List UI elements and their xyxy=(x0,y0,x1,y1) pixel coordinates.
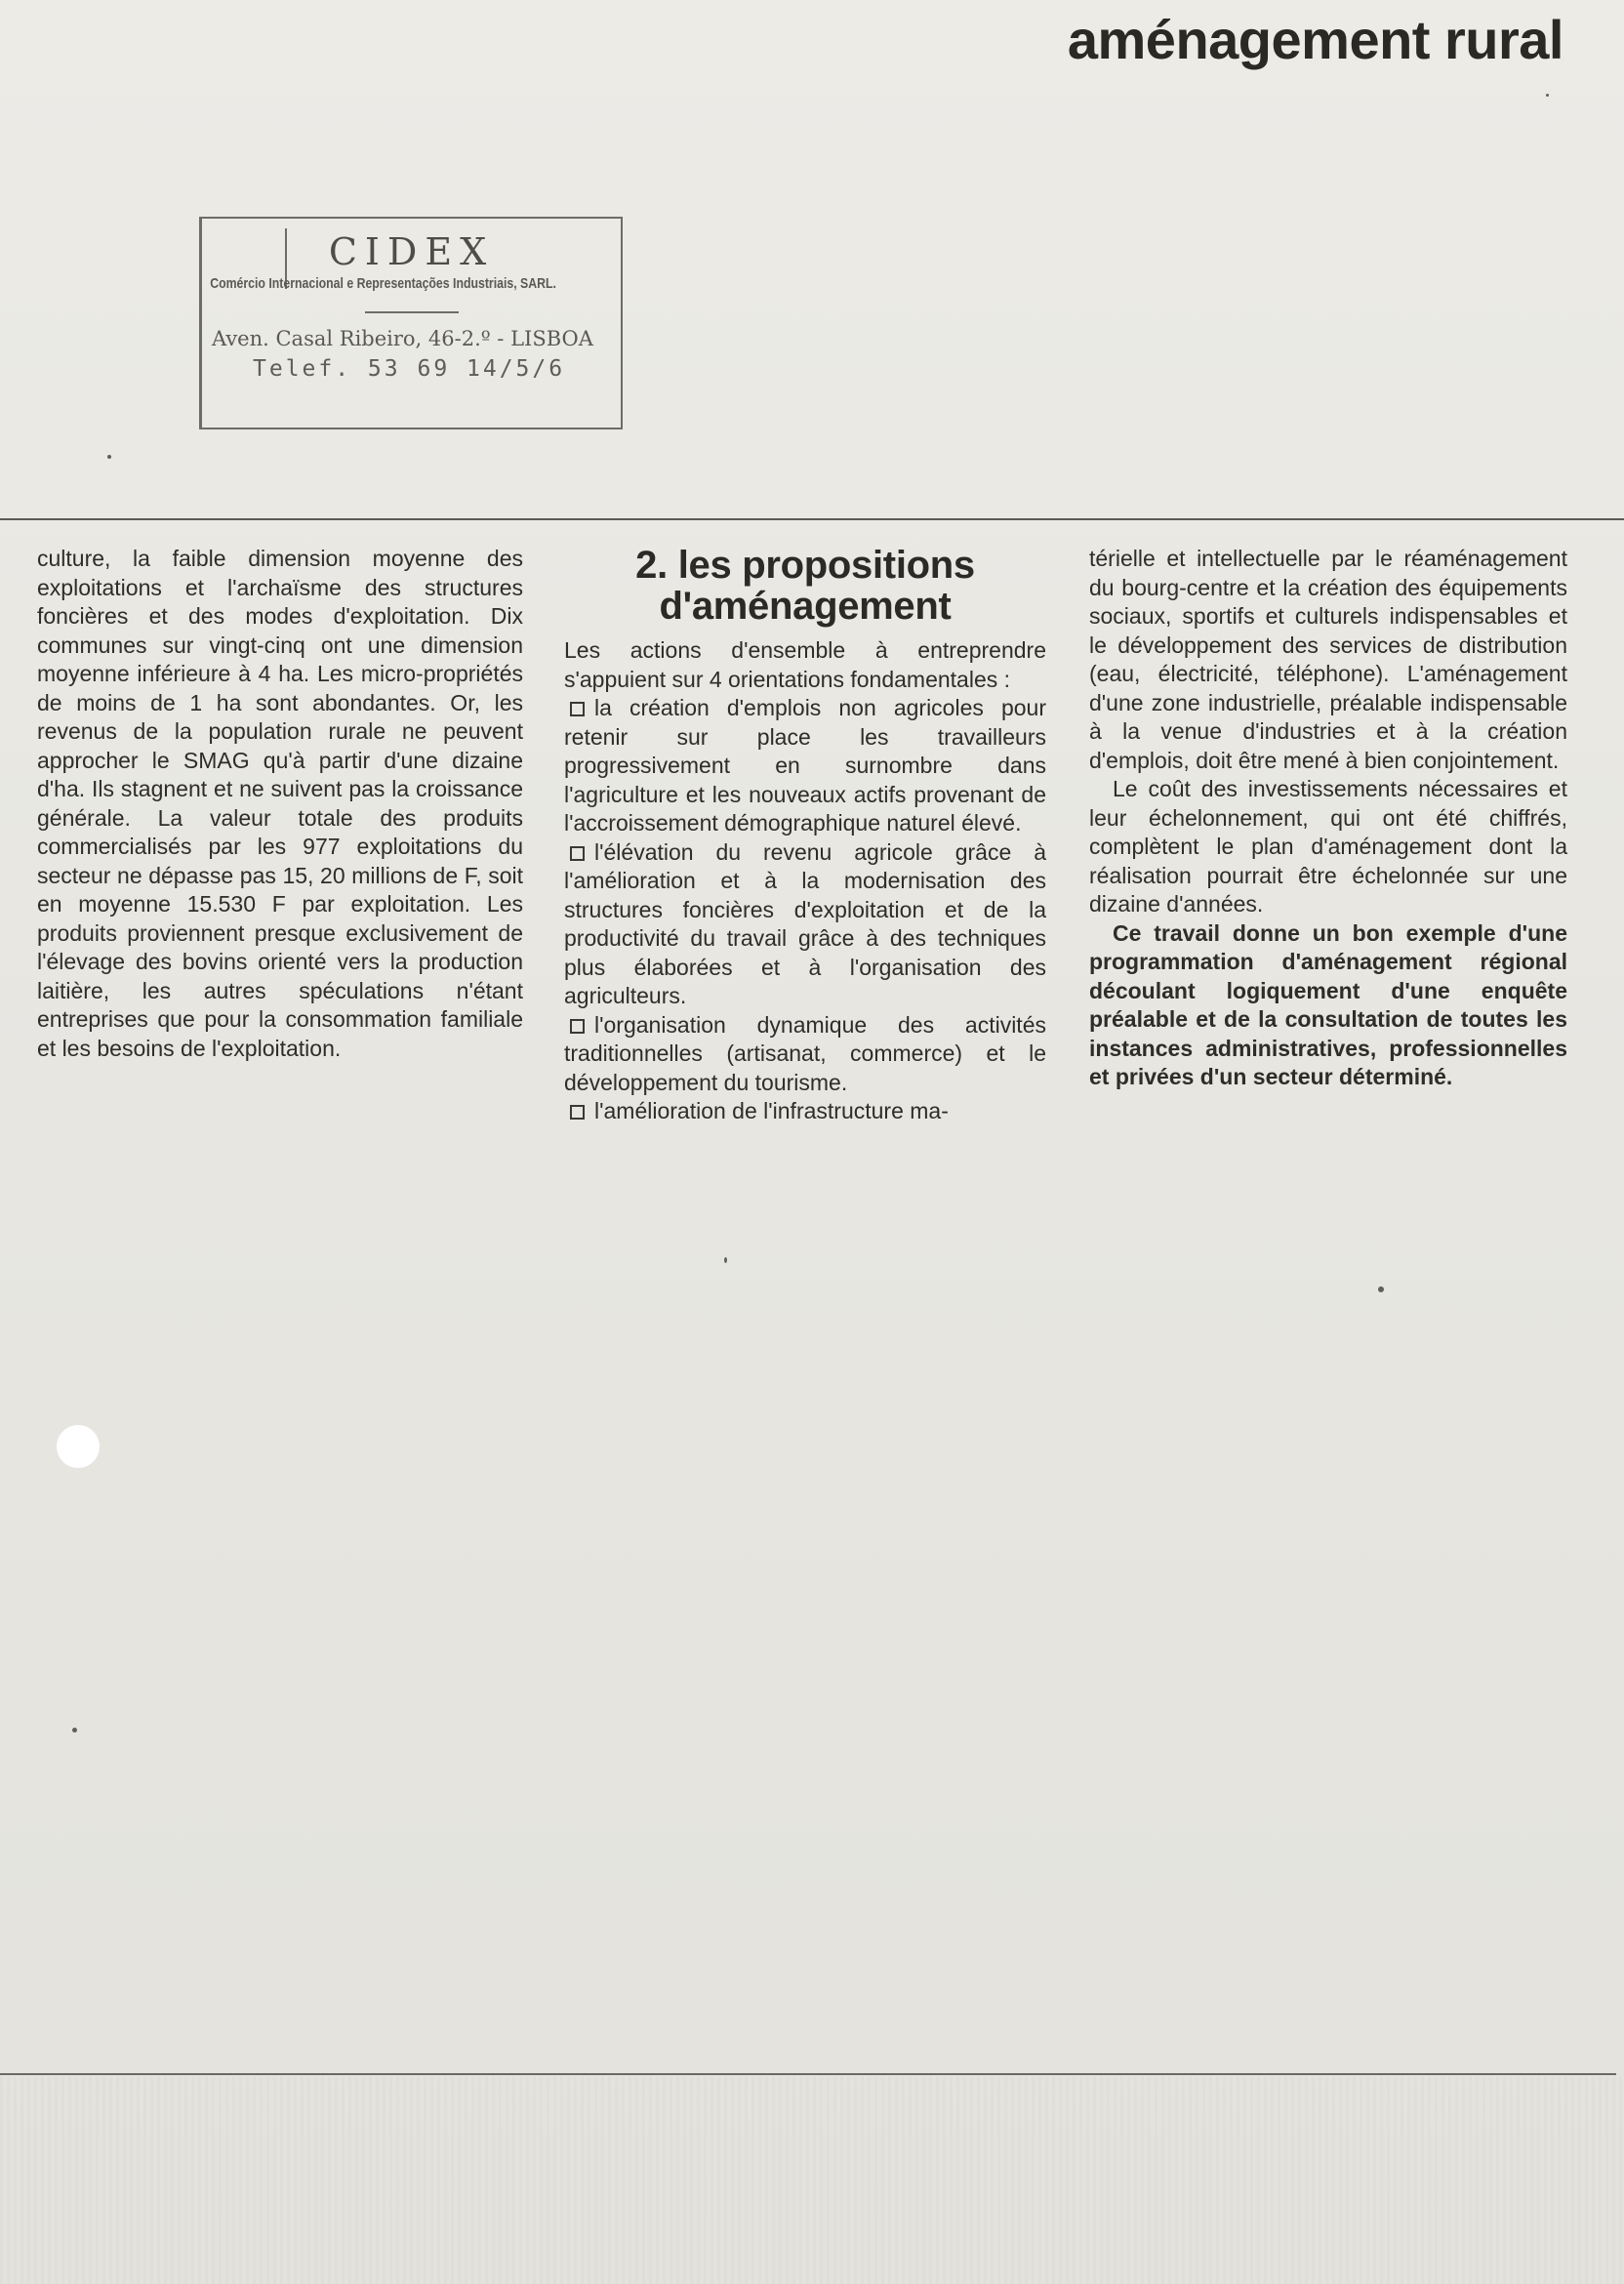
punch-hole xyxy=(57,1425,100,1468)
stamp-divider xyxy=(365,311,459,313)
section-heading-line-2: d'aménagement xyxy=(659,585,952,628)
column-3-paragraph-2: Le coût des investissements nécessaires et leur échelonnement, qui ont été chiffrés, complètent le plan d'aménagement dont la réalisation pourrait être échelonnée sur une dizaine d'années. xyxy=(1089,776,1567,917)
column-2 xyxy=(564,545,1046,1126)
speck xyxy=(724,1257,727,1263)
stamp-company-subtitle: Comércio Internacional e Representações Industriais, SARL. xyxy=(210,275,556,292)
list-item xyxy=(564,838,1046,1011)
section-heading xyxy=(564,545,1046,627)
checkbox-icon xyxy=(570,1105,585,1120)
company-stamp xyxy=(199,217,623,429)
top-divider-rule xyxy=(0,518,1624,520)
column-1 xyxy=(37,545,523,1063)
list-item xyxy=(564,1097,1046,1126)
list-item-text: l'organisation dynamique des activités traditionnelles (artisanat, commerce) et le développement du tourisme. xyxy=(564,1011,1046,1095)
column-3-paragraph-3: Ce travail donne un bon exemple d'une programmation d'aménagement régional découlant logiquement d'une enquête préalable et de la consultation de toutes les instances administratives, professionnelles et privées d'un secteur déterminé. xyxy=(1089,919,1567,1089)
speck xyxy=(72,1728,77,1733)
checkbox-icon xyxy=(570,702,585,716)
list-item-text: l'élévation du revenu agricole grâce à l'amélioration et à la modernisation des structures foncières d'exploitation et de la productivité du travail grâce à des techniques plus élaborées et à l'organisation des agriculteurs. xyxy=(564,838,1046,1008)
bottom-divider-rule xyxy=(0,2073,1616,2075)
checkbox-icon xyxy=(570,1019,585,1034)
column-3 xyxy=(1089,545,1567,1092)
list-item-text: la création d'emplois non agricoles pour retenir sur place les travailleurs progressivement en surnombre dans l'agriculture et les nouveaux actifs provenant de l'accroissement démographique naturel élevé. xyxy=(564,695,1046,836)
list-item-text: l'amélioration de l'infrastructure ma- xyxy=(594,1098,949,1123)
section-heading-line-1: 2. les propositions xyxy=(635,544,975,587)
stamp-address: Aven. Casal Ribeiro, 46-2.º - LISBOA xyxy=(212,327,593,350)
column-3-paragraph-1: térielle et intellectuelle par le réaménagement du bourg-centre et la création des équipements sociaux, sportifs et culturels indispensables et le développement des services de distribution (eau, électricité, téléphone). L'aménagement d'une zone industrielle, préalable indispensable à la venue d'industries et à la création d'emplois, doit être mené à bien conjointement. xyxy=(1089,546,1567,773)
bottom-strip xyxy=(0,2077,1624,2284)
page-title: aménagement rural xyxy=(1067,9,1563,70)
speck xyxy=(1546,94,1549,97)
intro-paragraph: Les actions d'ensemble à entreprendre s'appuient sur 4 orientations fondamentales : xyxy=(564,637,1046,692)
speck xyxy=(107,455,111,459)
stamp-phone: Telef. 53 69 14/5/6 xyxy=(253,356,566,382)
speck xyxy=(1378,1286,1384,1292)
checkbox-icon xyxy=(570,846,585,861)
list-item xyxy=(564,1011,1046,1098)
stamp-company-name: CIDEX xyxy=(328,230,495,273)
column-1-paragraph: culture, la faible dimension moyenne des exploitations et l'archaïsme des structures foncières et des modes d'exploitation. Dix communes sur vingt-cinq ont une dimension moyenne inférieure à 4 ha. Les micro-propriétés de moins de 1 ha sont abondantes. Or, les revenus de la population rurale ne peuvent approcher le SMAG qu'à partir d'une dizaine d'ha. Ils stagnent et ne suivent pas la croissance générale. La valeur totale des produits commercialisés par les 977 exploitations du secteur ne dépasse pas 15, 20 millions de F, soit en moyenne 15.530 F par exploitation. Les produits proviennent presque exclusivement de l'élevage des bovins orienté vers la production laitière, les autres spéculations n'étant entreprises que pour la consommation familiale et les besoins de l'exploitation. xyxy=(37,546,523,1061)
list-item xyxy=(564,694,1046,838)
